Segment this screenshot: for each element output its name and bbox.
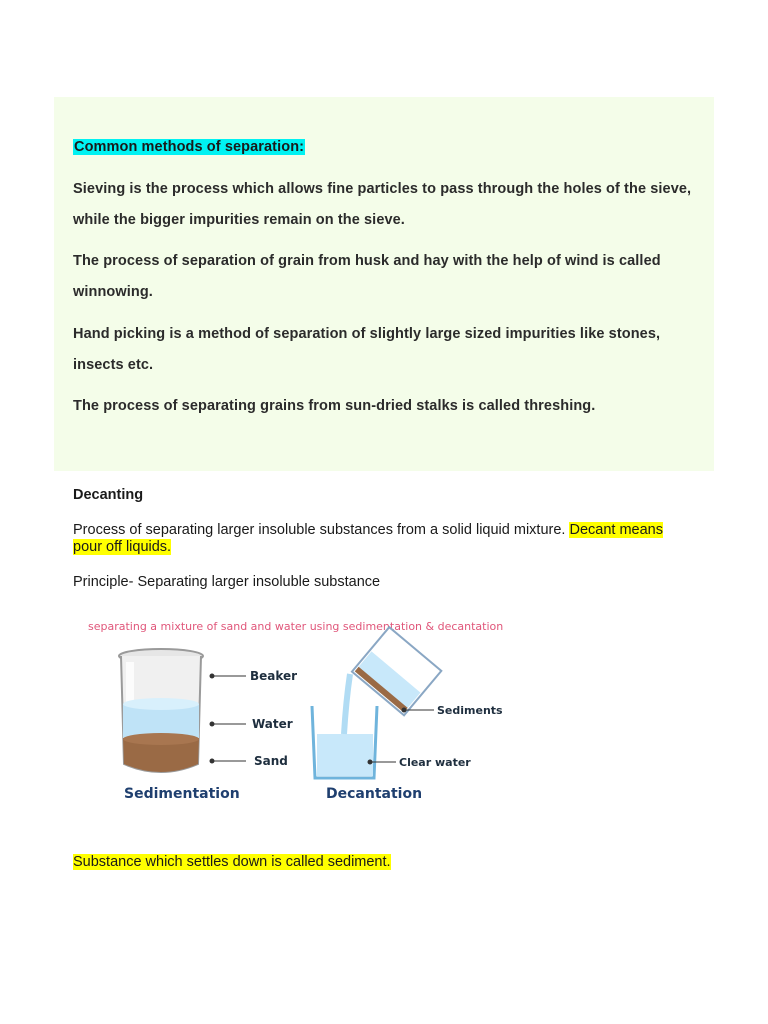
beaker-label: Beaker (250, 669, 298, 683)
threshing-paragraph: The process of separating grains from sun-dried stalks is called threshing. (73, 398, 596, 414)
figure-svg (74, 606, 514, 812)
clear-water-layer (317, 734, 373, 776)
methods-box (54, 97, 714, 471)
sieving-paragraph: Sieving is the process which allows fine particles to pass through the holes of the sieve, while the bigger impurities remain on the sieve. (73, 181, 692, 228)
decant-highlight: Decant means pour off liquids. (73, 522, 663, 555)
decantation-title: Decantation (326, 786, 423, 802)
tilted-beaker (352, 627, 441, 715)
water-label: Water (252, 717, 293, 731)
definition-text: Process of separating larger insoluble substances from a solid liquid mixture. (73, 522, 570, 538)
decanting-title: Decanting (73, 487, 144, 503)
sedimentation-beaker (119, 649, 203, 772)
winnowing-paragraph: The process of separation of grain from husk and hay with the help of wind is called winnowing. (73, 253, 661, 300)
methods-heading: Common methods of separation: (74, 139, 305, 155)
sand-label: Sand (254, 754, 288, 768)
sedimentation-title: Sedimentation (124, 786, 240, 802)
sediments-label: Sediments (437, 704, 503, 717)
figure-caption: separating a mixture of sand and water using sedimentation & decantation (88, 620, 504, 633)
clear-water-label: Clear water (399, 756, 471, 769)
hand-picking-paragraph: Hand picking is a method of separation of slightly large sized impurities like stones, insects etc. (73, 326, 661, 373)
decanting-definition (73, 522, 673, 556)
sediment-note-highlight: Substance which settles down is called sediment. (73, 854, 391, 870)
decantation-figure (74, 606, 514, 812)
principle-text: Principle- Separating larger insoluble substance (73, 574, 381, 590)
sediment-note (73, 854, 391, 870)
